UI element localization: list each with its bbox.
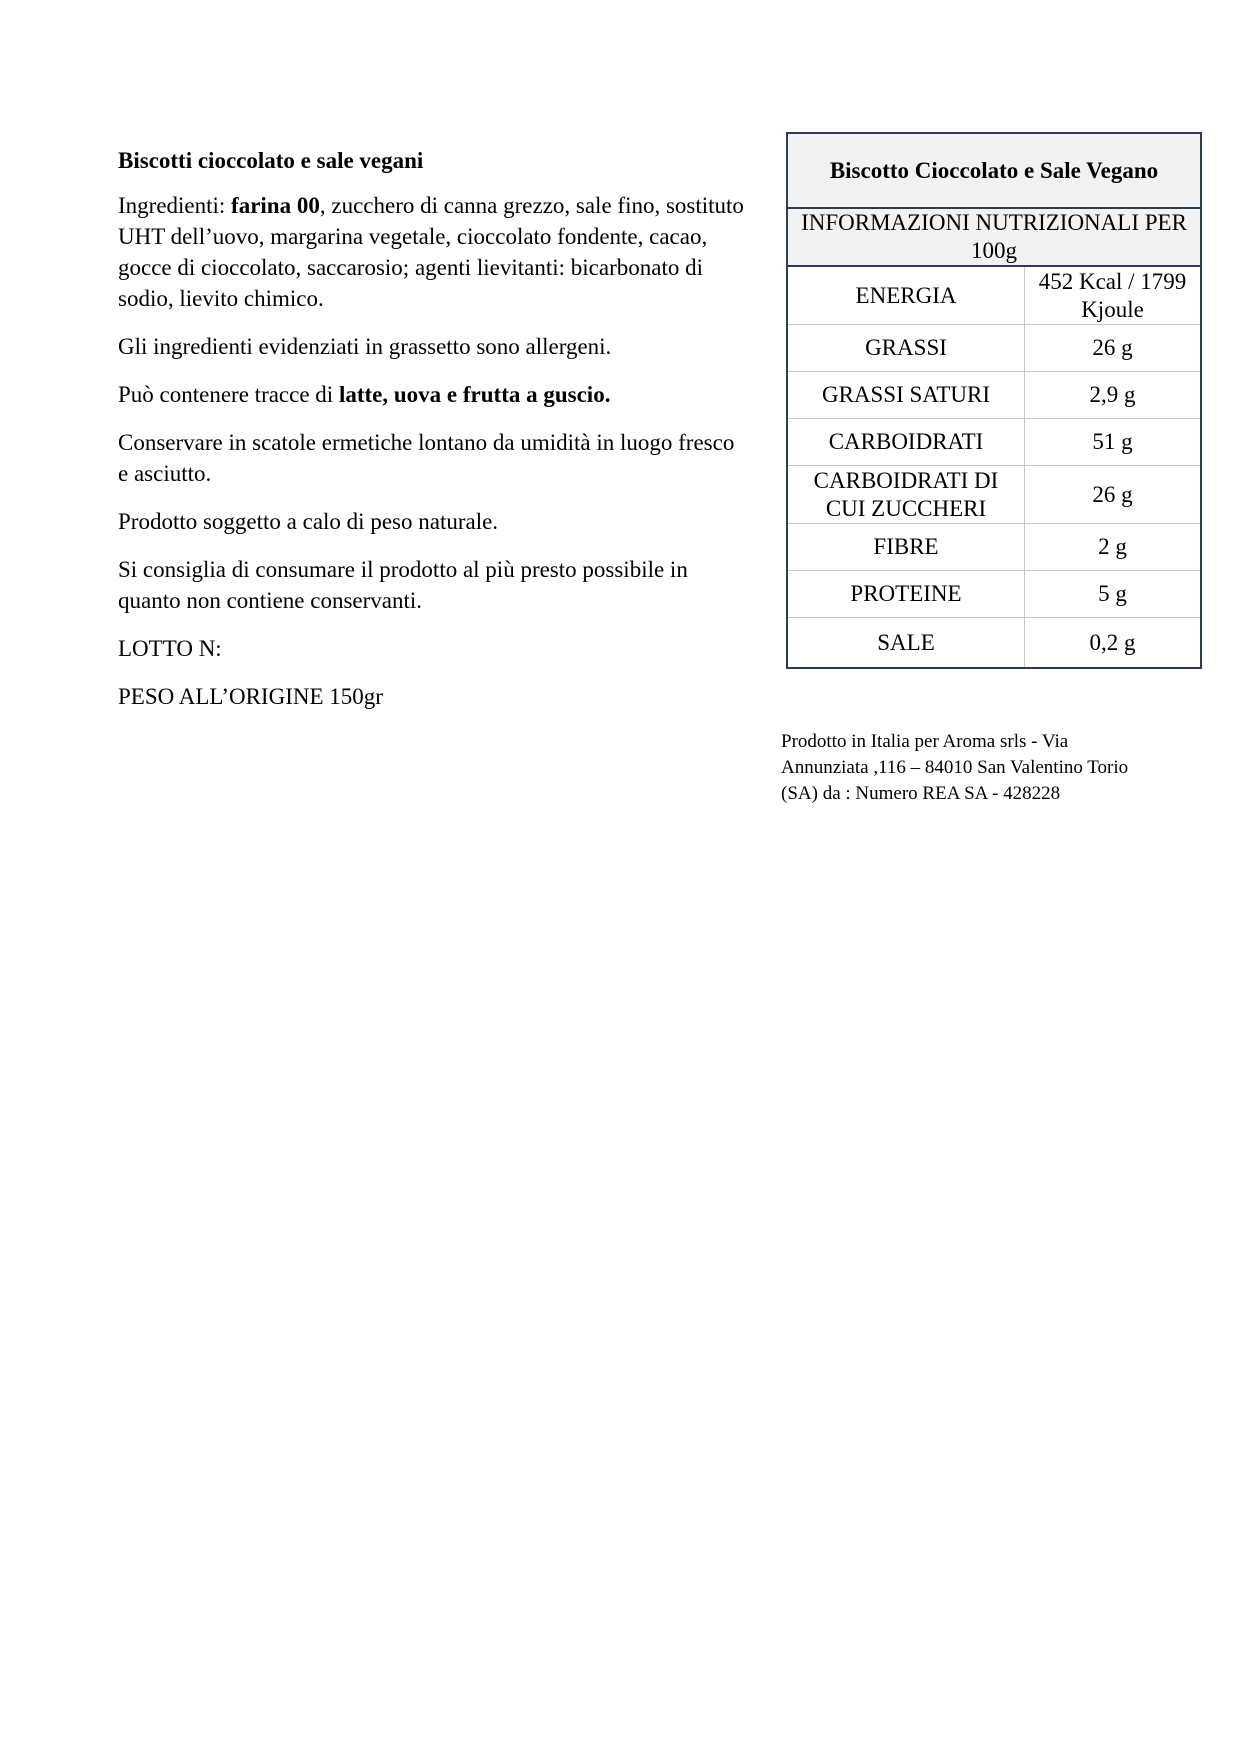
nutrient-label: FIBRE [787,524,1025,571]
table-row [787,571,1201,618]
nutrition-table-subheader [787,208,1201,266]
nutrition-title: Biscotto Cioccolato e Sale Vegano [787,133,1201,208]
nutrient-label: SALE [787,618,1025,669]
nutrient-label: ENERGIA [787,266,1025,325]
ingredients-allergen: farina 00 [231,193,320,218]
table-row [787,524,1201,571]
nutrition-table [786,132,1202,669]
product-title: Biscotti cioccolato e sale vegani [118,148,424,173]
ingredients-paragraph [118,190,748,314]
nutrient-label: CARBOIDRATI [787,419,1025,466]
product-description [118,145,748,729]
nutrition-subtitle: INFORMAZIONI NUTRIZIONALI PER 100g [787,208,1201,266]
allergen-note: Gli ingredienti evidenziati in grassetto sono allergeni. [118,334,612,359]
ingredients-label: Ingredienti: [118,193,226,218]
table-row [787,466,1201,524]
nutrient-value: 51 g [1025,419,1202,466]
nutrient-label: PROTEINE [787,571,1025,618]
nutrient-value: 2 g [1025,524,1202,571]
nutrition-table-header [787,133,1201,208]
origin-weight: PESO ALL’ORIGINE 150gr [118,684,383,709]
table-row [787,419,1201,466]
nutrient-value: 2,9 g [1025,372,1202,419]
nutrient-value: 5 g [1025,571,1202,618]
nutrient-label: GRASSI [787,325,1025,372]
traces-prefix: Può contenere tracce di [118,382,339,407]
traces-allergens: latte, uova e frutta a guscio. [338,382,611,407]
nutrient-value: 26 g [1025,466,1202,524]
consume-note: Si consiglia di consumare il prodotto al più presto possibile in quanto non contiene conservanti. [118,557,688,613]
weight-loss-note: Prodotto soggetto a calo di peso naturale. [118,509,499,534]
nutrient-value: 0,2 g [1025,618,1202,669]
storage-note: Conservare in scatole ermetiche lontano da umidità in luogo fresco e asciutto. [118,430,735,486]
table-row [787,618,1201,669]
producer-info: Prodotto in Italia per Aroma srls - Via Annunziata ,116 – 84010 San Valentino Torio (SA) da : Numero REA SA - 428228 [781,731,1129,804]
nutrient-label: GRASSI SATURI [787,372,1025,419]
traces-paragraph [118,379,748,410]
table-row [787,325,1201,372]
ingredients-list: , zucchero di canna grezzo, sale fino, sostituto UHT dell’uovo, margarina vegetale, cioccolato fondente, cacao, gocce di cioccolato, saccarosio; agenti lievitanti: bicarbonato di sodio, lievito chimico. [118,193,744,311]
nutrient-label: CARBOIDRATI DI CUI ZUCCHERI [787,466,1025,524]
table-row [787,266,1201,325]
nutrient-value: 452 Kcal / 1799 Kjoule [1025,266,1202,325]
nutrient-value: 26 g [1025,325,1202,372]
table-row [787,372,1201,419]
lot-number: LOTTO N: [118,636,222,661]
